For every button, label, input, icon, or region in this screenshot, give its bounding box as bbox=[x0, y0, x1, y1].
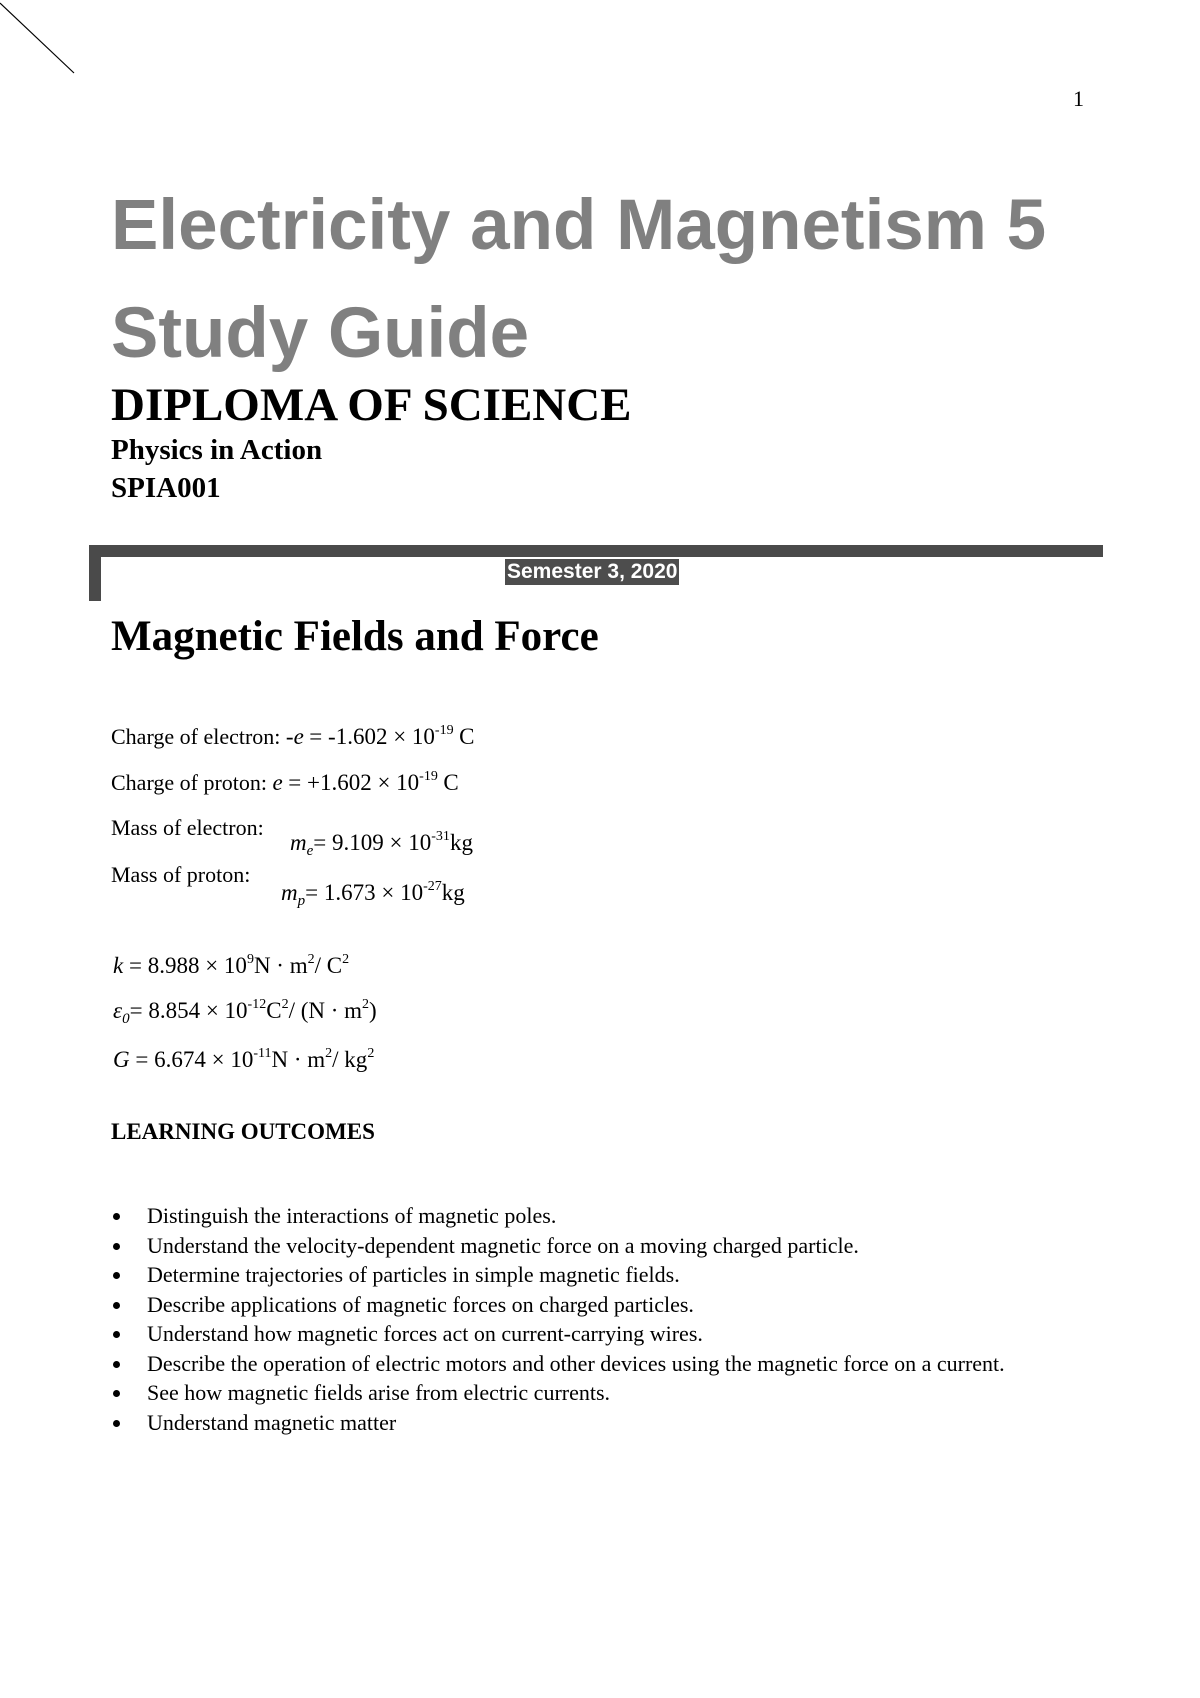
constant-symbol: -e bbox=[285, 724, 304, 749]
corner-diagonal-line bbox=[0, 0, 80, 80]
constant-exponent: -12 bbox=[247, 997, 267, 1012]
constant-unit: kg bbox=[449, 830, 473, 855]
constant-unit-exponent: 2 bbox=[307, 952, 315, 967]
document-title bbox=[111, 172, 1046, 388]
constant-unit: ) bbox=[369, 998, 377, 1023]
constant-unit: kg bbox=[441, 880, 465, 905]
constant-label: Charge of electron: bbox=[111, 724, 281, 749]
constant-subscript: 0 bbox=[122, 1011, 130, 1027]
constant-unit: C bbox=[443, 770, 459, 795]
constant-permittivity: $\varepsilon_0= 8.854 \times 10^{-12}C^2/$ $(N \cdot m^2)$ bbox=[113, 997, 377, 1027]
header-rule-left bbox=[89, 545, 101, 601]
constant-unit-exponent: 2 bbox=[362, 997, 370, 1012]
constant-exponent: -19 bbox=[434, 723, 454, 738]
subject-name: Physics in Action bbox=[111, 434, 323, 466]
constant-unit: / C bbox=[314, 953, 343, 978]
constant-gravitation: $G = 6.674 \times 10^{-11}N \cdot m^2/$ $kg^2$ bbox=[113, 1046, 375, 1072]
constant-symbol: G bbox=[113, 1047, 130, 1072]
list-item: Determine trajectories of particles in simple magnetic fields. bbox=[111, 1260, 1005, 1290]
constant-unit: / (N · m bbox=[288, 998, 363, 1023]
constant-unit-exponent: 2 bbox=[342, 952, 350, 967]
title-line-2: Study Guide bbox=[111, 294, 530, 373]
constant-value: 9.109 × 10 bbox=[332, 830, 432, 855]
constant-unit: N · m bbox=[271, 1047, 326, 1072]
program-name: DIPLOMA OF SCIENCE bbox=[111, 379, 632, 431]
constant-unit: C bbox=[459, 724, 475, 749]
constant-unit-exponent: 2 bbox=[281, 997, 289, 1012]
page-number: 1 bbox=[1073, 86, 1084, 111]
title-line-1: Electricity and Magnetism 5 bbox=[111, 186, 1047, 265]
section-title: Magnetic Fields and Force bbox=[111, 613, 599, 660]
constant-electron-mass-label: Mass of electron: bbox=[111, 815, 264, 840]
course-code: SPIA001 bbox=[111, 472, 221, 504]
constant-exponent: -27 bbox=[423, 879, 442, 894]
constant-proton-mass: $m_p= 1.673 \times 10^{-27}kg$ bbox=[281, 879, 465, 909]
list-item: Distinguish the interactions of magnetic poles. bbox=[111, 1201, 1005, 1231]
list-item: Understand how magnetic forces act on current-carrying wires. bbox=[111, 1319, 1005, 1349]
constant-value: 1.673 × 10 bbox=[323, 880, 424, 905]
constant-proton-charge: Charge of proton: $e = +1.602 \times 10^{-19}$ C bbox=[111, 769, 459, 795]
constant-value: 8.988 × 10 bbox=[147, 953, 247, 978]
constant-unit-exponent: 2 bbox=[325, 1046, 333, 1061]
list-item: Describe applications of magnetic forces on charged particles. bbox=[111, 1290, 1005, 1320]
learning-outcomes-list bbox=[111, 1201, 1005, 1437]
list-item: See how magnetic fields arise from electric currents. bbox=[111, 1378, 1005, 1408]
constant-coulomb: $k = 8.988 \times 10^9N \cdot m^2/$ $C^2$ bbox=[113, 952, 350, 978]
constant-value: 6.674 × 10 bbox=[154, 1047, 254, 1072]
constant-electron-charge: Charge of electron: $-e = -1.602 \times 10^{-19}$ C bbox=[111, 723, 475, 749]
constant-symbol: ε bbox=[113, 998, 123, 1023]
list-item: Describe the operation of electric motors and other devices using the magnetic force on a current. bbox=[111, 1349, 1005, 1379]
constant-label: Charge of proton: bbox=[111, 770, 268, 795]
constant-unit: N · m bbox=[253, 953, 308, 978]
constant-exponent: -11 bbox=[253, 1046, 272, 1061]
constant-exponent: 9 bbox=[246, 952, 254, 967]
constant-value: +1.602 × 10 bbox=[306, 770, 420, 795]
constant-subscript: p bbox=[297, 893, 306, 909]
constant-value: 8.854 × 10 bbox=[148, 998, 248, 1023]
constant-symbol: k bbox=[113, 953, 124, 978]
constant-symbol: m bbox=[290, 830, 307, 855]
constant-proton-mass-label: Mass of proton: bbox=[111, 862, 251, 887]
learning-outcomes-heading: LEARNING OUTCOMES bbox=[111, 1119, 375, 1144]
constant-subscript: e bbox=[306, 843, 314, 859]
constant-exponent: -31 bbox=[431, 829, 450, 844]
constant-exponent: -19 bbox=[419, 769, 438, 784]
list-item: Understand magnetic matter bbox=[111, 1408, 1005, 1438]
list-item: Understand the velocity-dependent magnetic force on a moving charged particle. bbox=[111, 1231, 1005, 1261]
semester-badge: Semester 3, 2020 bbox=[507, 560, 678, 583]
constant-value: -1.602 × 10 bbox=[328, 724, 435, 749]
constant-electron-mass: $m_e= 9.109 \times 10^{-31}kg$ bbox=[290, 829, 473, 859]
constant-unit: C bbox=[266, 998, 282, 1023]
constant-unit: / kg bbox=[332, 1047, 368, 1072]
constant-unit-exponent: 2 bbox=[367, 1046, 375, 1061]
constant-symbol: e bbox=[272, 770, 283, 795]
header-rule bbox=[89, 545, 1103, 557]
constant-symbol: m bbox=[281, 880, 298, 905]
